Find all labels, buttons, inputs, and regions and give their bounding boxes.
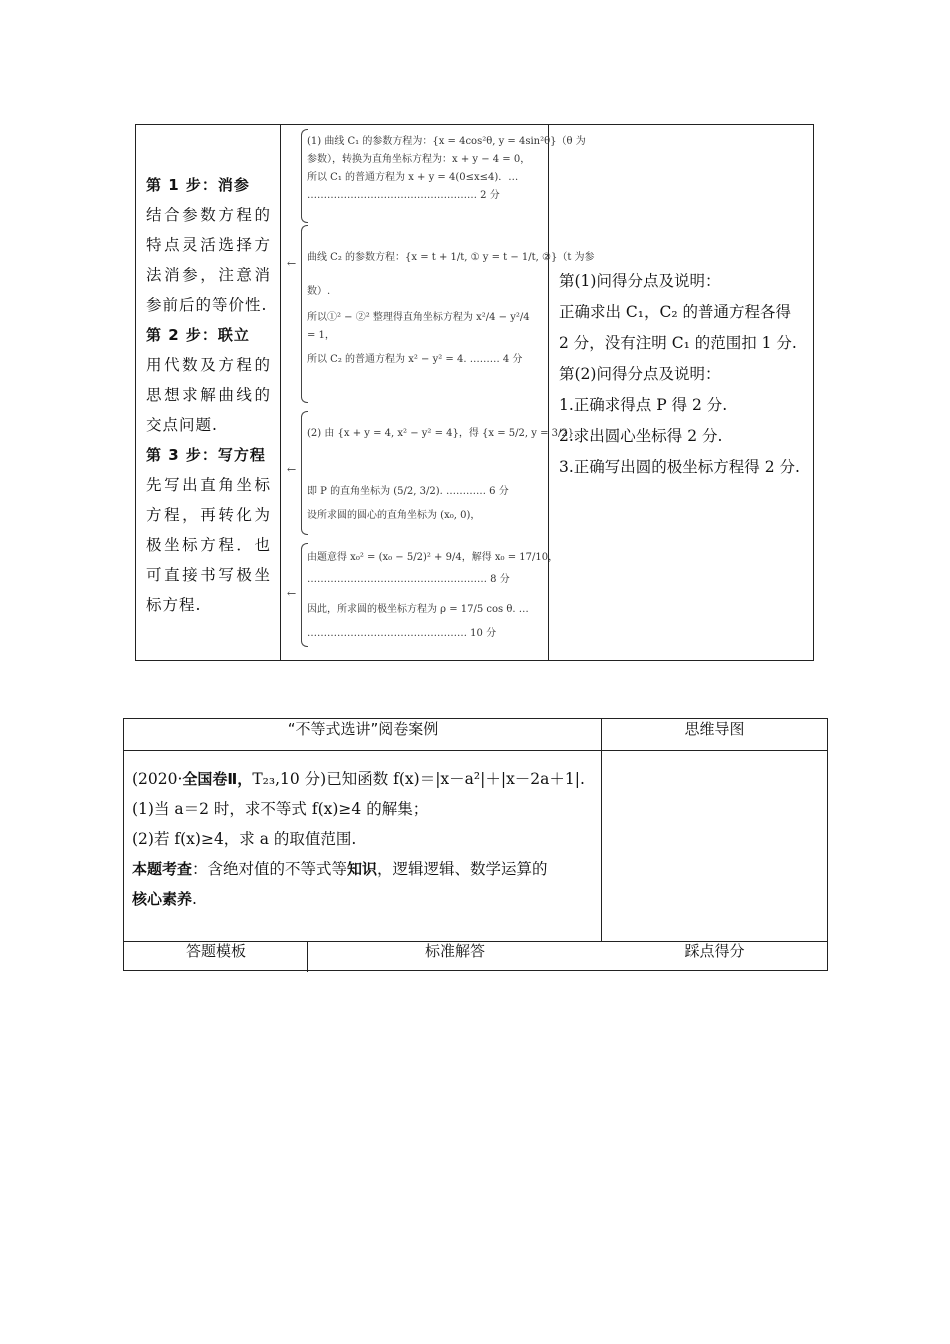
left-arrow-icon: ← (287, 463, 297, 476)
footer-score-points: 踩点得分 (684, 942, 745, 960)
solution-line: 即 P 的直角坐标为 (5/2, 3/2). ………… 6 分 (307, 486, 509, 497)
grading-table-polar (135, 124, 814, 661)
solution-line: 所以 C₂ 的普通方程为 x² − y² = 4. ……… 4 分 (307, 354, 523, 365)
solution-line: 设所求圆的圆心的直角坐标为 (x₀, 0)， (307, 510, 481, 521)
score-line: 3.正确写出圆的极坐标方程得 2 分. (559, 458, 800, 476)
step-2-text: 用代数及方程的思想求解曲线的交点问题. (146, 356, 271, 434)
solution-line: …………………………………………… 2 分 (307, 190, 500, 201)
table-footer-row (124, 941, 827, 972)
column-divider (601, 719, 602, 941)
exam-focus-cont: 核心素养. (132, 890, 197, 908)
exam-focus: 本题考查：含绝对值的不等式等知识，逻辑逻辑、数学运算的 (132, 860, 548, 878)
question-2: (2)若 f(x)≥4，求 a 的取值范围. (132, 830, 357, 848)
score-line: 1.正确求得点 P 得 2 分. (559, 396, 728, 414)
step-3-text: 先写出直角坐标方程，再转化为极坐标方程．也可直接书写极坐标方程. (146, 476, 271, 614)
left-arrow-icon: ← (287, 587, 297, 600)
solution-line: (1) 曲线 C₁ 的参数方程为：{x = 4cos²θ, y = 4sin²θ}（θ 为 (307, 136, 586, 147)
table-title: “不等式选讲”阅卷案例 (287, 720, 439, 738)
grading-table-inequality (123, 718, 828, 971)
template-column (136, 125, 281, 660)
step-1-heading: 第 1 步：消参 (146, 176, 250, 194)
left-arrow-icon: ← (287, 257, 297, 270)
solution-line: 因此，所求圆的极坐标方程为 ρ = 17/5 cos θ. … (307, 604, 529, 615)
solution-column (281, 125, 595, 660)
solution-line: 曲线 C₂ 的参数方程：{x = t + 1/t, ① y = t − 1/t, ②}（t 为参 (307, 252, 595, 263)
step-3-heading: 第 3 步：写方程 (146, 446, 266, 464)
solution-line: 参数），转换为直角坐标方程为：x + y − 4 = 0， (307, 154, 531, 165)
step-1-text: 结合参数方程的特点灵活选择方法消参，注意消参前后的等价性. (146, 206, 271, 314)
problem-source: (2020·全国卷Ⅱ，T₂₃,10 分)已知函数 f(x)＝|x－a²|＋|x－2a＋1|. (132, 770, 585, 788)
footer-standard-solution: 标准解答 (424, 942, 485, 960)
solution-line: (2) 由 {x + y = 4, x² − y² = 4}，得 {x = 5/2, y = 3/2}， (307, 428, 585, 439)
mindmap-header: 思维导图 (684, 720, 745, 738)
problem-statement (132, 764, 594, 914)
solution-line: ……………………………………………… 8 分 (307, 574, 510, 585)
score-line: 第(2)问得分点及说明： (559, 365, 721, 383)
solution-line: 所以 C₁ 的普通方程为 x + y = 4(0≤x≤4)．… (307, 172, 519, 183)
table-header-row (124, 719, 827, 751)
step-2-heading: 第 2 步：联立 (146, 326, 250, 344)
solution-image (281, 125, 595, 660)
solution-line: = 1， (307, 330, 335, 341)
score-line: 2.求出圆心坐标得 2 分. (559, 427, 723, 445)
score-line: 正确求出 C₁，C₂ 的普通方程各得 2 分，没有注明 C₁ 的范围扣 1 分. (559, 303, 797, 352)
score-line: 第(1)问得分点及说明： (559, 272, 721, 290)
question-1: (1)当 a＝2 时，求不等式 f(x)≥4 的解集； (132, 800, 429, 818)
footer-answer-template: 答题模板 (185, 942, 246, 960)
score-column (549, 125, 813, 660)
solution-line: ………………………………………… 10 分 (307, 628, 497, 639)
solution-line: 由题意得 x₀² = (x₀ − 5/2)² + 9/4，解得 x₀ = 17/10， (307, 552, 559, 563)
solution-line: 所以①² − ②² 整理得直角坐标方程为 x²/4 − y²/4 (307, 312, 530, 323)
solution-line: 数）. (307, 286, 331, 297)
